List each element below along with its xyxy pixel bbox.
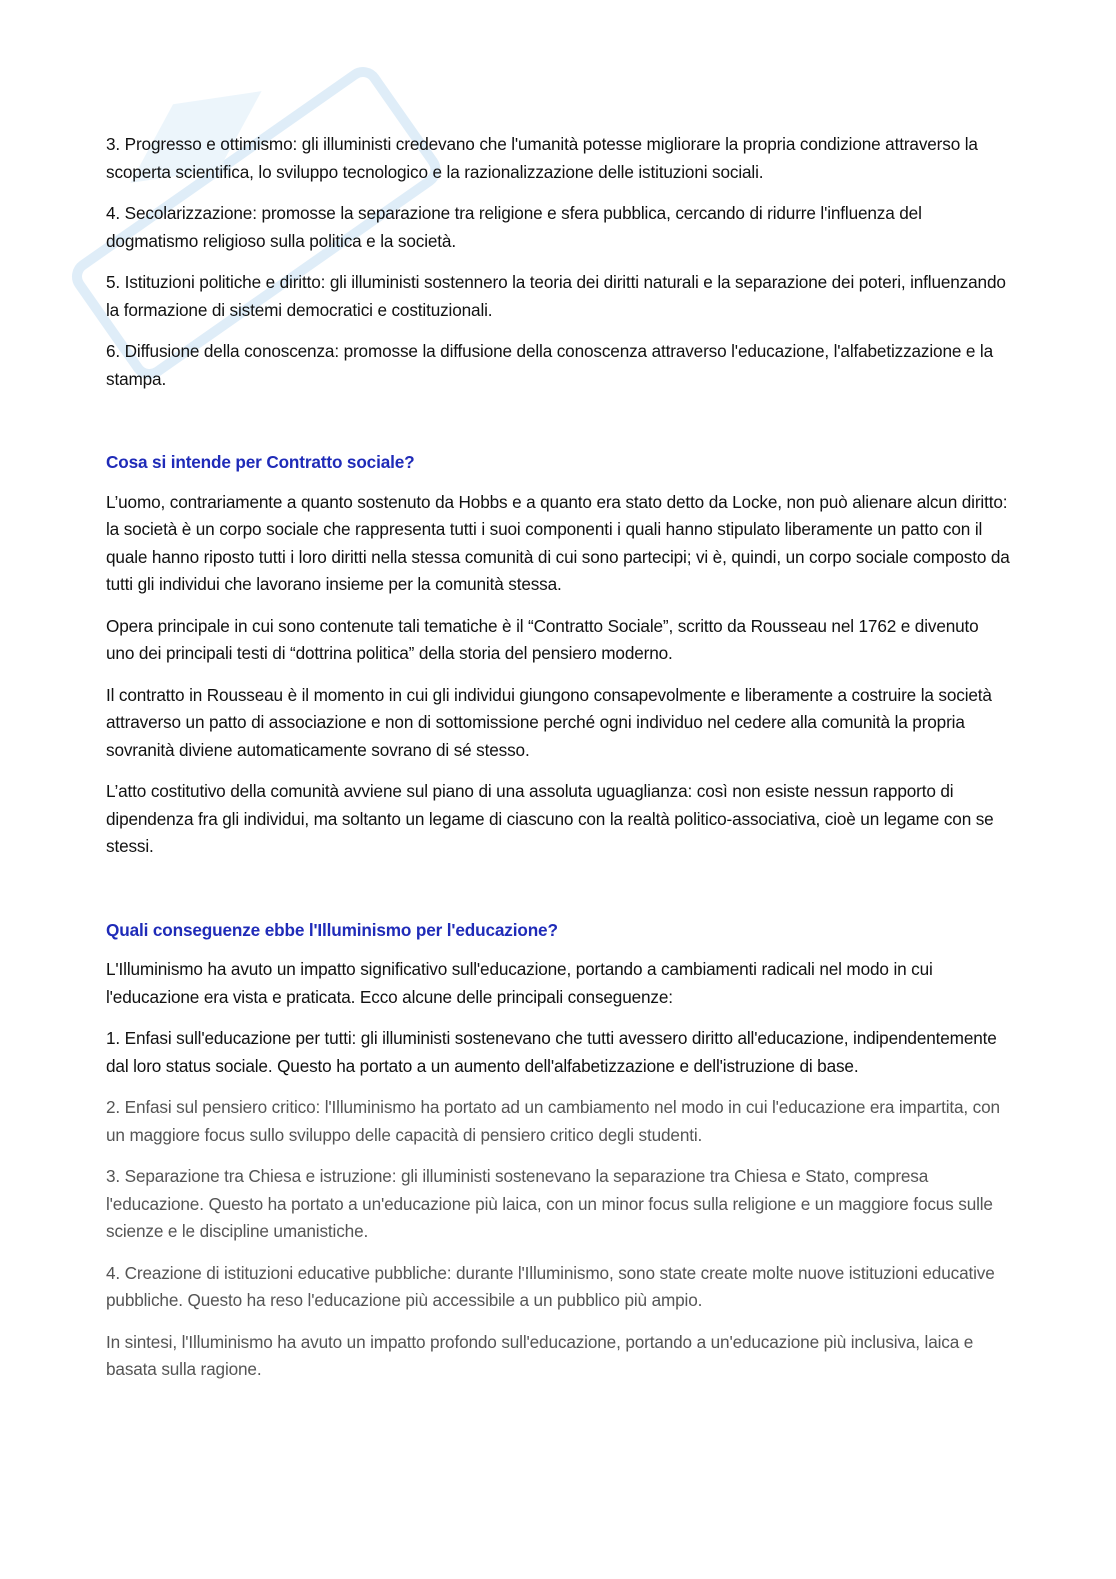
contratto-paragraph: L’atto costitutivo della comunità avviene sul piano di una assoluta uguaglianza: così non esiste nessun rapporto di dipendenza fra gli individui, ma soltanto un legame di ciascuno con la realtà politico-associativa, cioè un legame con se stessi. <box>106 781 994 856</box>
educazione-conclusion: In sintesi, l'Illuminismo ha avuto un impatto profondo sull'educazione, portando a un'educazione più inclusiva, laica e basata sulla ragione. <box>106 1331 974 1379</box>
contratto-paragraph: L’uomo, contrariamente a quanto sostenuto da Hobbs e a quanto era stato detto da Locke, non può alienare alcun diritto: la società è un corpo sociale che rappresenta tutti i suoi componenti i quali hanno stipulato liberamente un patto con il quale hanno riposto tutti i loro diritti nella stessa comunità di cui sono partecipi; vi è, quindi, un corpo sociale composto da tutti gli individui che lavorano insieme per la comunità stessa. <box>106 491 1010 594</box>
intro-point-3: 3. Progresso e ottimismo: gli illuministi credevano che l'umanità potesse migliorare la propria condizione attraverso la scoperta scientifica, lo sviluppo tecnologico e la razionalizzazione delle istituzioni sociali. <box>106 134 978 182</box>
intro-point-6: 6. Diffusione della conoscenza: promosse la diffusione della conoscenza attraverso l'educazione, l'alfabetizzazione e la stampa. <box>106 341 994 389</box>
contratto-paragraph: Opera principale in cui sono contenute tali tematiche è il “Contratto Sociale”, scritto da Rousseau nel 1762 e divenuto uno dei principali testi di “dottrina politica” della storia del pensiero moderno. <box>106 615 979 663</box>
educazione-point-3: 3. Separazione tra Chiesa e istruzione: gli illuministi sostenevano la separazione tra Chiesa e Stato, compresa l'educazione. Questo ha portato a un'educazione più laica, con un minor focus sulla religione e un maggiore focus sulle scienze e le discipline umanistiche. <box>106 1166 993 1241</box>
educazione-point-1: 1. Enfasi sull'educazione per tutti: gli illuministi sostenevano che tutti avessero diritto all'educazione, indipendentemente dal loro status sociale. Questo ha portato a un aumento dell'alfabetizzazione e dell'istruzione di base. <box>106 1028 997 1076</box>
intro-point-5: 5. Istituzioni politiche e diritto: gli illuministi sostennero la teoria dei diritti naturali e la separazione dei poteri, influenzando la formazione di sistemi democratici e costituzionali. <box>106 272 1006 320</box>
document-page <box>106 131 1011 1398</box>
heading-contratto-sociale: Cosa si intende per Contratto sociale? <box>106 452 415 472</box>
educazione-intro: L'Illuminismo ha avuto un impatto significativo sull'educazione, portando a cambiamenti radicali nel modo in cui l'educazione era vista e praticata. Ecco alcune delle principali conseguenze: <box>106 959 933 1007</box>
intro-point-4: 4. Secolarizzazione: promosse la separazione tra religione e sfera pubblica, cercando di ridurre l'influenza del dogmatismo religioso sulla politica e la società. <box>106 203 922 251</box>
educazione-point-2: 2. Enfasi sul pensiero critico: l'Illuminismo ha portato ad un cambiamento nel modo in cui l'educazione era impartita, con un maggiore focus sullo sviluppo delle capacità di pensiero critico degli studenti. <box>106 1097 1000 1145</box>
contratto-paragraph: Il contratto in Rousseau è il momento in cui gli individui giungono consapevolmente e liberamente a costruire la società attraverso un patto di associazione e non di sottomissione perché ogni individuo nel cedere alla comunità la propria sovranità diviene automaticamente sovrano di sé stesso. <box>106 684 992 760</box>
educazione-point-4: 4. Creazione di istituzioni educative pubbliche: durante l'Illuminismo, sono state create molte nuove istituzioni educative pubbliche. Questo ha reso l'educazione più accessibile a un pubblico più ampio. <box>106 1262 995 1310</box>
heading-educazione: Quali conseguenze ebbe l'Illuminismo per l'educazione? <box>106 919 558 940</box>
